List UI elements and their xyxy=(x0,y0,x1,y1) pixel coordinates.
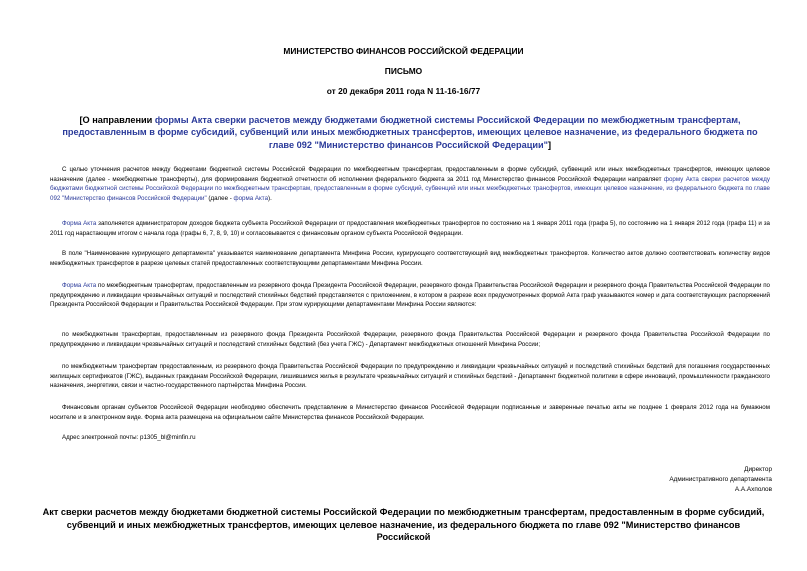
ministry-heading: МИНИСТЕРСТВО ФИНАНСОВ РОССИЙСКОЙ ФЕДЕРАЦИИ xyxy=(283,46,524,56)
paragraph-2 xyxy=(50,219,770,238)
paragraph-4 xyxy=(50,281,770,310)
p1-form-link[interactable]: форму Акта сверки расчетов между бюджетами бюджетной системы Российской Федерации по межбюджетным трансфертам, предоставленным в форме субсидий, субвенций или иных межбюджетных трансфертов, имеющих целевое назначение, из федерального бюджета по главе 092 "Министерство финансов Российской Федерации" xyxy=(50,175,770,202)
p1-text-b: (далее - xyxy=(206,194,234,202)
signature-department: Административного департамента xyxy=(669,476,772,483)
paragraph-6 xyxy=(50,362,770,391)
title-open: [О направлении xyxy=(79,115,155,125)
p4-text: по межбюджетным трансфертам, предоставленным из резервного фонда Президента Российской Федерации, резервного фонда Правительства Российской Федерации и резервного фонда Правительства Российской Федерации по предупреждению и ликвидации чрезвычайных ситуаций и последствий стихийных бедствий представляется с приложением, в котором в разрезе всех предусмотренных формой Акта граф указываются номер и дата соответствующих распоряжений Президента Российской Федерации и Правительства Российской Федерации. При этом курирующими департаментами Минфина России являются: xyxy=(50,282,770,309)
p3-text: В поле "Наименование курирующего департамента" указывается наименование департамента Минфина России, курирующего соответствующий вид межбюджетных трансфертов. Количество актов должно соответствовать количеству видов межбюджетных трансфертов в разрезе целевых статей предоставленных соответствующими департаментами Минфина России. xyxy=(50,250,770,267)
p1-text-a: С целью уточнения расчетов между бюджетами бюджетной системы Российской Федерации по межбюджетным трансфертам, предоставленным в форме субсидий, субвенций или иных межбюджетных трансфертов, имеющих целевое назначение (далее - межбюджетные трансферты), для формирования бюджетной отчетности об исполнении федерального бюджета за 2011 год Министерство финансов Российской Федерации направляет xyxy=(50,166,770,183)
p2-text: заполняется администратором доходов бюджета субъекта Российской Федерации от предоставления межбюджетных трансфертов по состоянию на 1 января 2011 года (графа 5), по состоянию на 1 января 2012 года (графа 11) и за 2011 год нарастающим итогом с начала года (графы 6, 7, 8, 9, 10) и согласовывается с финансовым органом субъекта Российской Федерации. xyxy=(50,220,770,237)
signature-position: Директор xyxy=(744,466,772,473)
p1-text-c: ). xyxy=(268,194,272,202)
date-number-heading: от 20 декабря 2011 года N 11-16-16/77 xyxy=(326,86,481,96)
p5-text: по межбюджетным трансфертам, предоставленным из резервного фонда Президента Российской Федерации, резервного фонда Правительства Российской Федерации и резервного фонда Правительства Российской Федерации по предупреждению и ликвидации чрезвычайных ситуаций и последствий стихийных бедствий (без учета ГЖС) - Департамент межбюджетных отношений Минфина России; xyxy=(50,331,770,348)
doc-type-heading: ПИСЬМО xyxy=(384,66,423,76)
paragraph-7 xyxy=(50,403,770,422)
p2-form-link[interactable]: Форма Акта xyxy=(62,220,97,227)
p8-email: Адрес электронной почты: p1305_bl@minfin.ru xyxy=(62,434,196,441)
p6-text: по межбюджетным трансфертам предоставленным, из резервного фонда Правительства Российской Федерации по предупреждению и ликвидации чрезвычайных ситуаций и последствий стихийных бедствий для погашения государственных жилищных сертификатов (ГЖС), выданных гражданам Российской Федерации, лишившимся жилья в результате чрезвычайных ситуаций и стихийных бедствий - Департамент бюджетной политики в сфере инноваций, промышленности гражданского назначения, энергетики, связи и частно-государственного партнёрства Минфина России. xyxy=(50,363,770,390)
title-form-link[interactable]: формы Акта сверки расчетов между бюджетами бюджетной системы Российской Федерации по межбюджетным трансфертам, предоставленным в форме субсидий, субвенций или иных межбюджетных трансфертов, имеющих целевое назначение, из федерального бюджета по главе 092 "Министерство финансов Российской Федерации" xyxy=(62,115,758,150)
act-title: Акт сверки расчетов между бюджетами бюджетной системы Российской Федерации по межбюджетным трансфертам, предоставленным в форме субсидий, субвенций и иных межбюджетных трансфертов, имеющих целевое назначение, из федерального бюджета по главе 092 "Министерство финансов Российской xyxy=(42,507,765,543)
signature-block xyxy=(669,465,772,495)
p1-form-short-link[interactable]: форма Акта xyxy=(233,194,269,202)
signature-name: А.А.Ахполов xyxy=(734,486,772,493)
paragraph-5 xyxy=(50,330,770,349)
paragraph-3 xyxy=(50,249,770,268)
letter-title xyxy=(60,114,760,151)
p4-form-link[interactable]: Форма Акта xyxy=(62,282,97,289)
title-close: ] xyxy=(548,139,552,150)
p7-text: Финансовым органам субъектов Российской Федерации необходимо обеспечить представление в Министерство финансов Российской Федерации подписанные и заверенные печатью акты не позднее 1 февраля 2012 года на бумажном носителе и в электронном виде. Форма акта размещена на официальном сайте Министерства финансов Российской Федерации. xyxy=(50,404,770,421)
paragraph-8 xyxy=(50,433,770,443)
paragraph-1 xyxy=(50,165,770,203)
